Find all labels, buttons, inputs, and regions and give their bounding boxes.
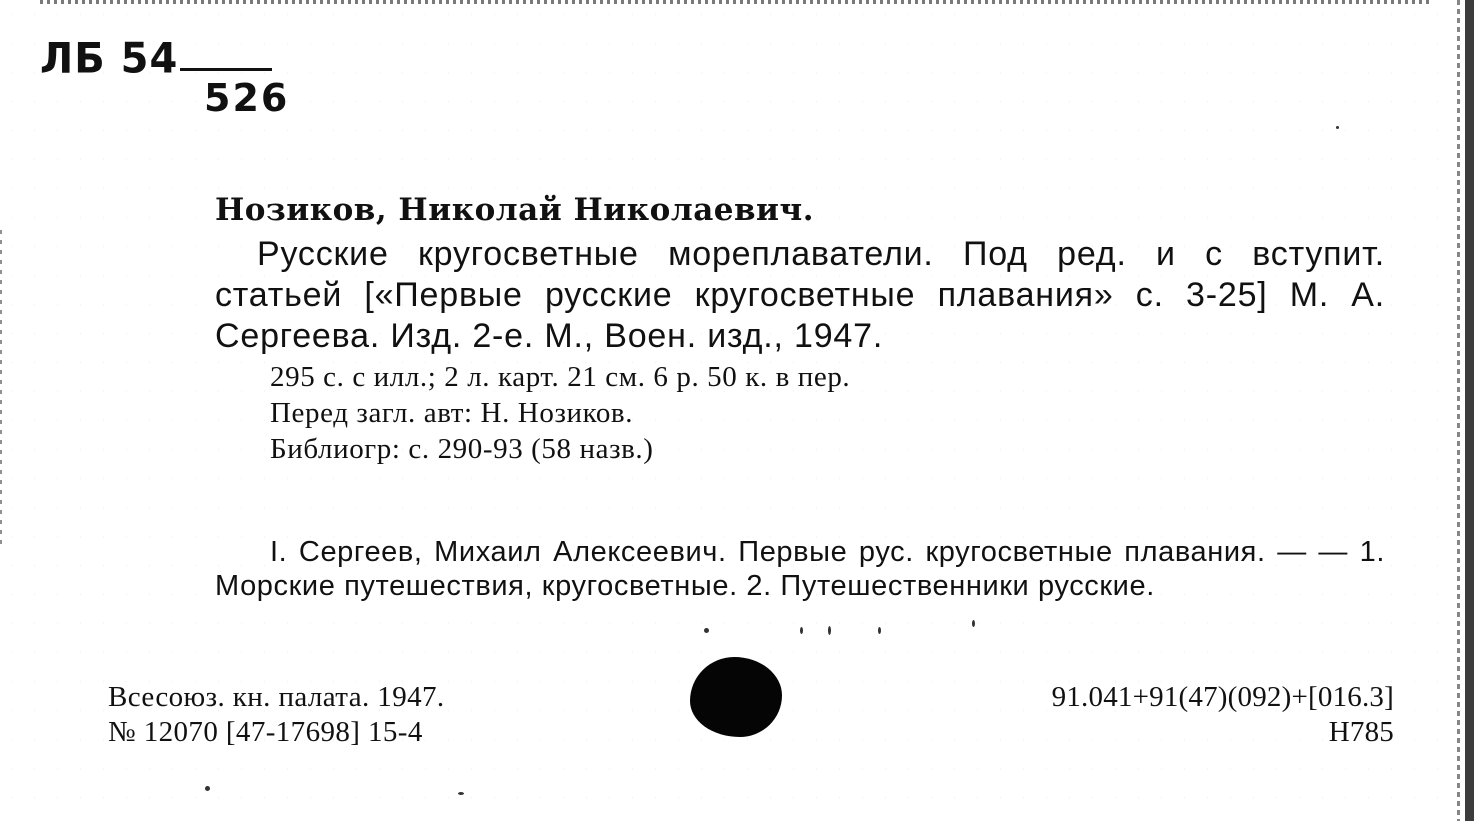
subject-tracing: I. Сергеев, Михаил Алексеевич. Первые рус. кругосветные плавания. — — 1. Морские путешествия, кругосветные. 2. Путешественники русские. bbox=[215, 536, 1385, 602]
ink-speck bbox=[828, 626, 831, 635]
punch-hole bbox=[690, 657, 782, 737]
card-right-edge bbox=[1457, 0, 1460, 821]
author-mark: Н785 bbox=[1328, 716, 1394, 748]
imprint-line-1: Всесоюз. кн. палата. 1947. bbox=[108, 681, 445, 713]
bibliographic-entry bbox=[215, 190, 1395, 467]
collation-note: 295 с. с илл.; 2 л. карт. 21 см. 6 р. 50 к. в пер. bbox=[270, 361, 851, 393]
imprint-line-2: № 12070 [47-17698] 15-4 bbox=[108, 716, 423, 748]
title-statement: Русские кругосветные мореплаватели. Под ред. и с вступит. статьей [«Первые русские кругосветные плавания» с. 3-25] М. А. Сергеева. Изд. 2-е. М., Воен. изд., 1947. bbox=[215, 235, 1385, 355]
ink-speck bbox=[800, 627, 803, 634]
author-note: Перед загл. авт: Н. Нозиков. bbox=[270, 397, 634, 429]
ink-speck bbox=[972, 620, 975, 627]
shelfmark-bottom: 526 bbox=[204, 76, 290, 120]
handwritten-shelfmark bbox=[40, 30, 290, 130]
author-heading: Нозиков, Николай Николаевич. bbox=[215, 192, 815, 228]
shelfmark-fraction-line bbox=[180, 68, 272, 71]
ink-speck bbox=[704, 628, 709, 633]
ink-speck bbox=[878, 627, 881, 634]
card-top-edge bbox=[40, 0, 1430, 4]
bibliography-note: Библиогр: с. 290-93 (58 назв.) bbox=[270, 433, 654, 465]
udc-number: 91.041+91(47)(092)+[016.3] bbox=[1051, 681, 1394, 713]
ink-speck bbox=[458, 792, 464, 795]
shelfmark-top: ЛБ 54 bbox=[40, 34, 179, 84]
physical-description-notes bbox=[270, 359, 1395, 467]
ink-speck bbox=[205, 786, 210, 791]
card-left-edge bbox=[0, 230, 2, 550]
ink-speck bbox=[1336, 126, 1339, 129]
card-right-border bbox=[1465, 0, 1474, 821]
card-imprint bbox=[108, 680, 445, 750]
classification-block bbox=[1052, 680, 1394, 750]
